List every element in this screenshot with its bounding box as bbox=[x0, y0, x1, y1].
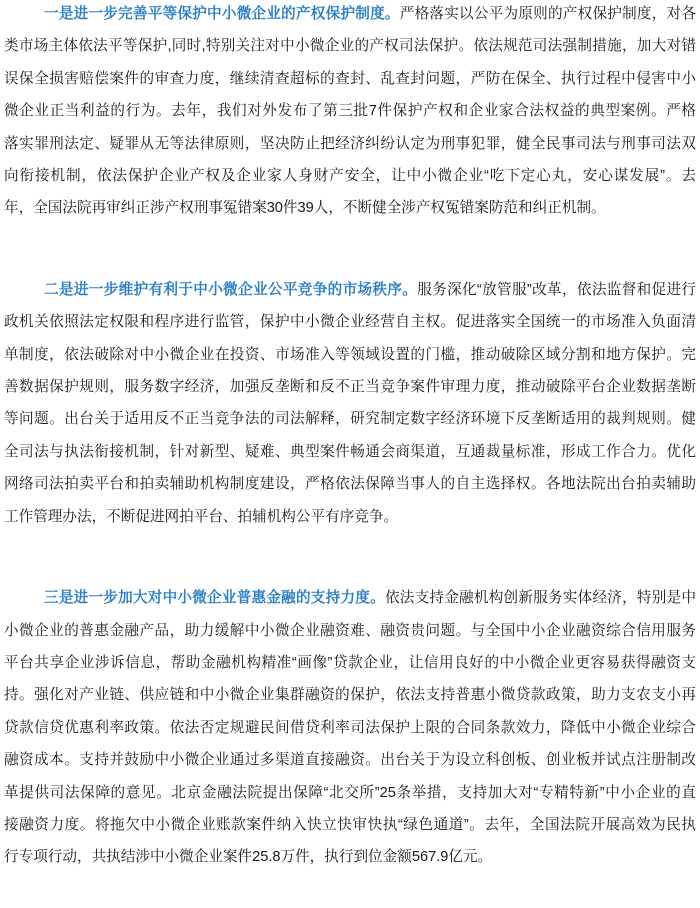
text-line: 落实罪刑法定、疑罪从无等法律原则，坚决防止把经济纠纷认定为刑事犯罪，健全民事司法与刑事司法双 bbox=[4, 135, 696, 152]
text-line: 单制度，依法破除对中小微企业在投资、市场准入等领域设置的门槛，推动破除区域分割和地方保护。完 bbox=[4, 346, 696, 363]
text-line: 向衔接机制，依法保护企业产权及企业家人身财产安全，让中小微企业“吃下定心丸，安心谋发展”。去 bbox=[4, 168, 696, 185]
text-line: 等问题。出台关于适用反不正当竞争法的司法解释，研究制定数字经济环境下反垄断适用的裁判规则。健 bbox=[4, 411, 696, 428]
paragraph-3 bbox=[4, 582, 696, 874]
text-line: 微企业正当利益的行为。去年，我们对外发布了第三批7件保护产权和企业家合法权益的典型案例。严格 bbox=[4, 103, 696, 120]
paragraph-heading: 二是进一步维护有利于中小微企业公平竞争的市场秩序。 bbox=[44, 281, 418, 298]
text-line: 革提供司法保障的意见。北京金融法院提出保障“北交所”25条举措，支持加大对“专精特新”中小企业的直 bbox=[4, 784, 696, 801]
text-line: 小微企业的普惠金融产品，助力缓解中小微企业融资难、融资贵问题。与全国中小企业融资综合信用服务 bbox=[4, 622, 696, 639]
text-line: 类市场主体依法平等保护,同时,特别关注对中小微企业的产权司法保护。依法规范司法强制措施，加大对错 bbox=[4, 38, 696, 55]
text-segment: 依法支持金融机构创新服务实体经济，特别是中 bbox=[384, 590, 696, 607]
text-line: 接融资力度。将拖欠中小微企业账款案件纳入快立快审快执“绿色通道”。去年，全国法院开展高效为民执 bbox=[4, 816, 696, 833]
text-line bbox=[4, 582, 696, 614]
text-line: 网络司法拍卖平台和拍卖辅助机构制度建设，严格依法保障当事人的自主选择权。各地法院出台拍卖辅助 bbox=[4, 476, 696, 493]
text-line: 善数据保护规则，服务数字经济，加强反垄断和反不正当竞争案件审理力度，推动破除平台企业数据垄断 bbox=[4, 379, 696, 396]
text-line: 政机关依照法定权限和程序进行监管，保护中小微企业经营自主权。促进落实全国统一的市场准入负面清 bbox=[4, 314, 696, 331]
text-line: 行专项行动，共执结涉中小微企业案件25.8万件，执行到位金额567.9亿元。 bbox=[4, 849, 493, 866]
paragraph-2 bbox=[4, 274, 696, 533]
text-line: 融资成本。支持并鼓励中小微企业通过多渠道直接融资。出台关于为设立科创板、创业板并试点注册制改 bbox=[4, 752, 696, 769]
text-segment: 服务深化“放管服”改革，依法监督和促进行 bbox=[417, 281, 696, 298]
text-line bbox=[4, 274, 696, 306]
text-line: 工作管理办法，不断促进网拍平台、拍辅机构公平有序竞争。 bbox=[4, 508, 399, 525]
text-line: 平台共享企业涉诉信息，帮助金融机构精准“画像”贷款企业，让信用良好的中小微企业更容易获得融资支 bbox=[4, 654, 696, 671]
text-line: 年，全国法院再审纠正涉产权刑事冤错案30件39人，不断健全涉产权冤错案防范和纠正机制。 bbox=[4, 200, 606, 217]
text-segment: 严格落实以公平为原则的产权保护制度，对各 bbox=[399, 6, 696, 22]
paragraph-heading: 三是进一步加大对中小微企业普惠金融的支持力度。 bbox=[44, 590, 385, 607]
paragraph-heading: 一是进一步完善平等保护中小微企业的产权保护制度。 bbox=[44, 6, 400, 22]
text-line: 持。强化对产业链、供应链和中小微企业集群融资的保护，依法支持普惠小微贷款政策，助力支农支小再 bbox=[4, 687, 696, 704]
text-line: 误保全损害赔偿案件的审查力度，继续清查超标的查封、乱查封问题，严防在保全、执行过程中侵害中小 bbox=[4, 70, 696, 87]
text-line: 贷款信贷优惠利率政策。依法否定规避民间借贷利率司法保护上限的合同条款效力，降低中小微企业综合 bbox=[4, 719, 696, 736]
text-line: 全司法与执法衔接机制，针对新型、疑难、典型案件畅通会商渠道，互通裁量标准，形成工作合力。优化 bbox=[4, 443, 696, 460]
paragraph-1 bbox=[4, 0, 696, 225]
text-line bbox=[4, 0, 696, 30]
